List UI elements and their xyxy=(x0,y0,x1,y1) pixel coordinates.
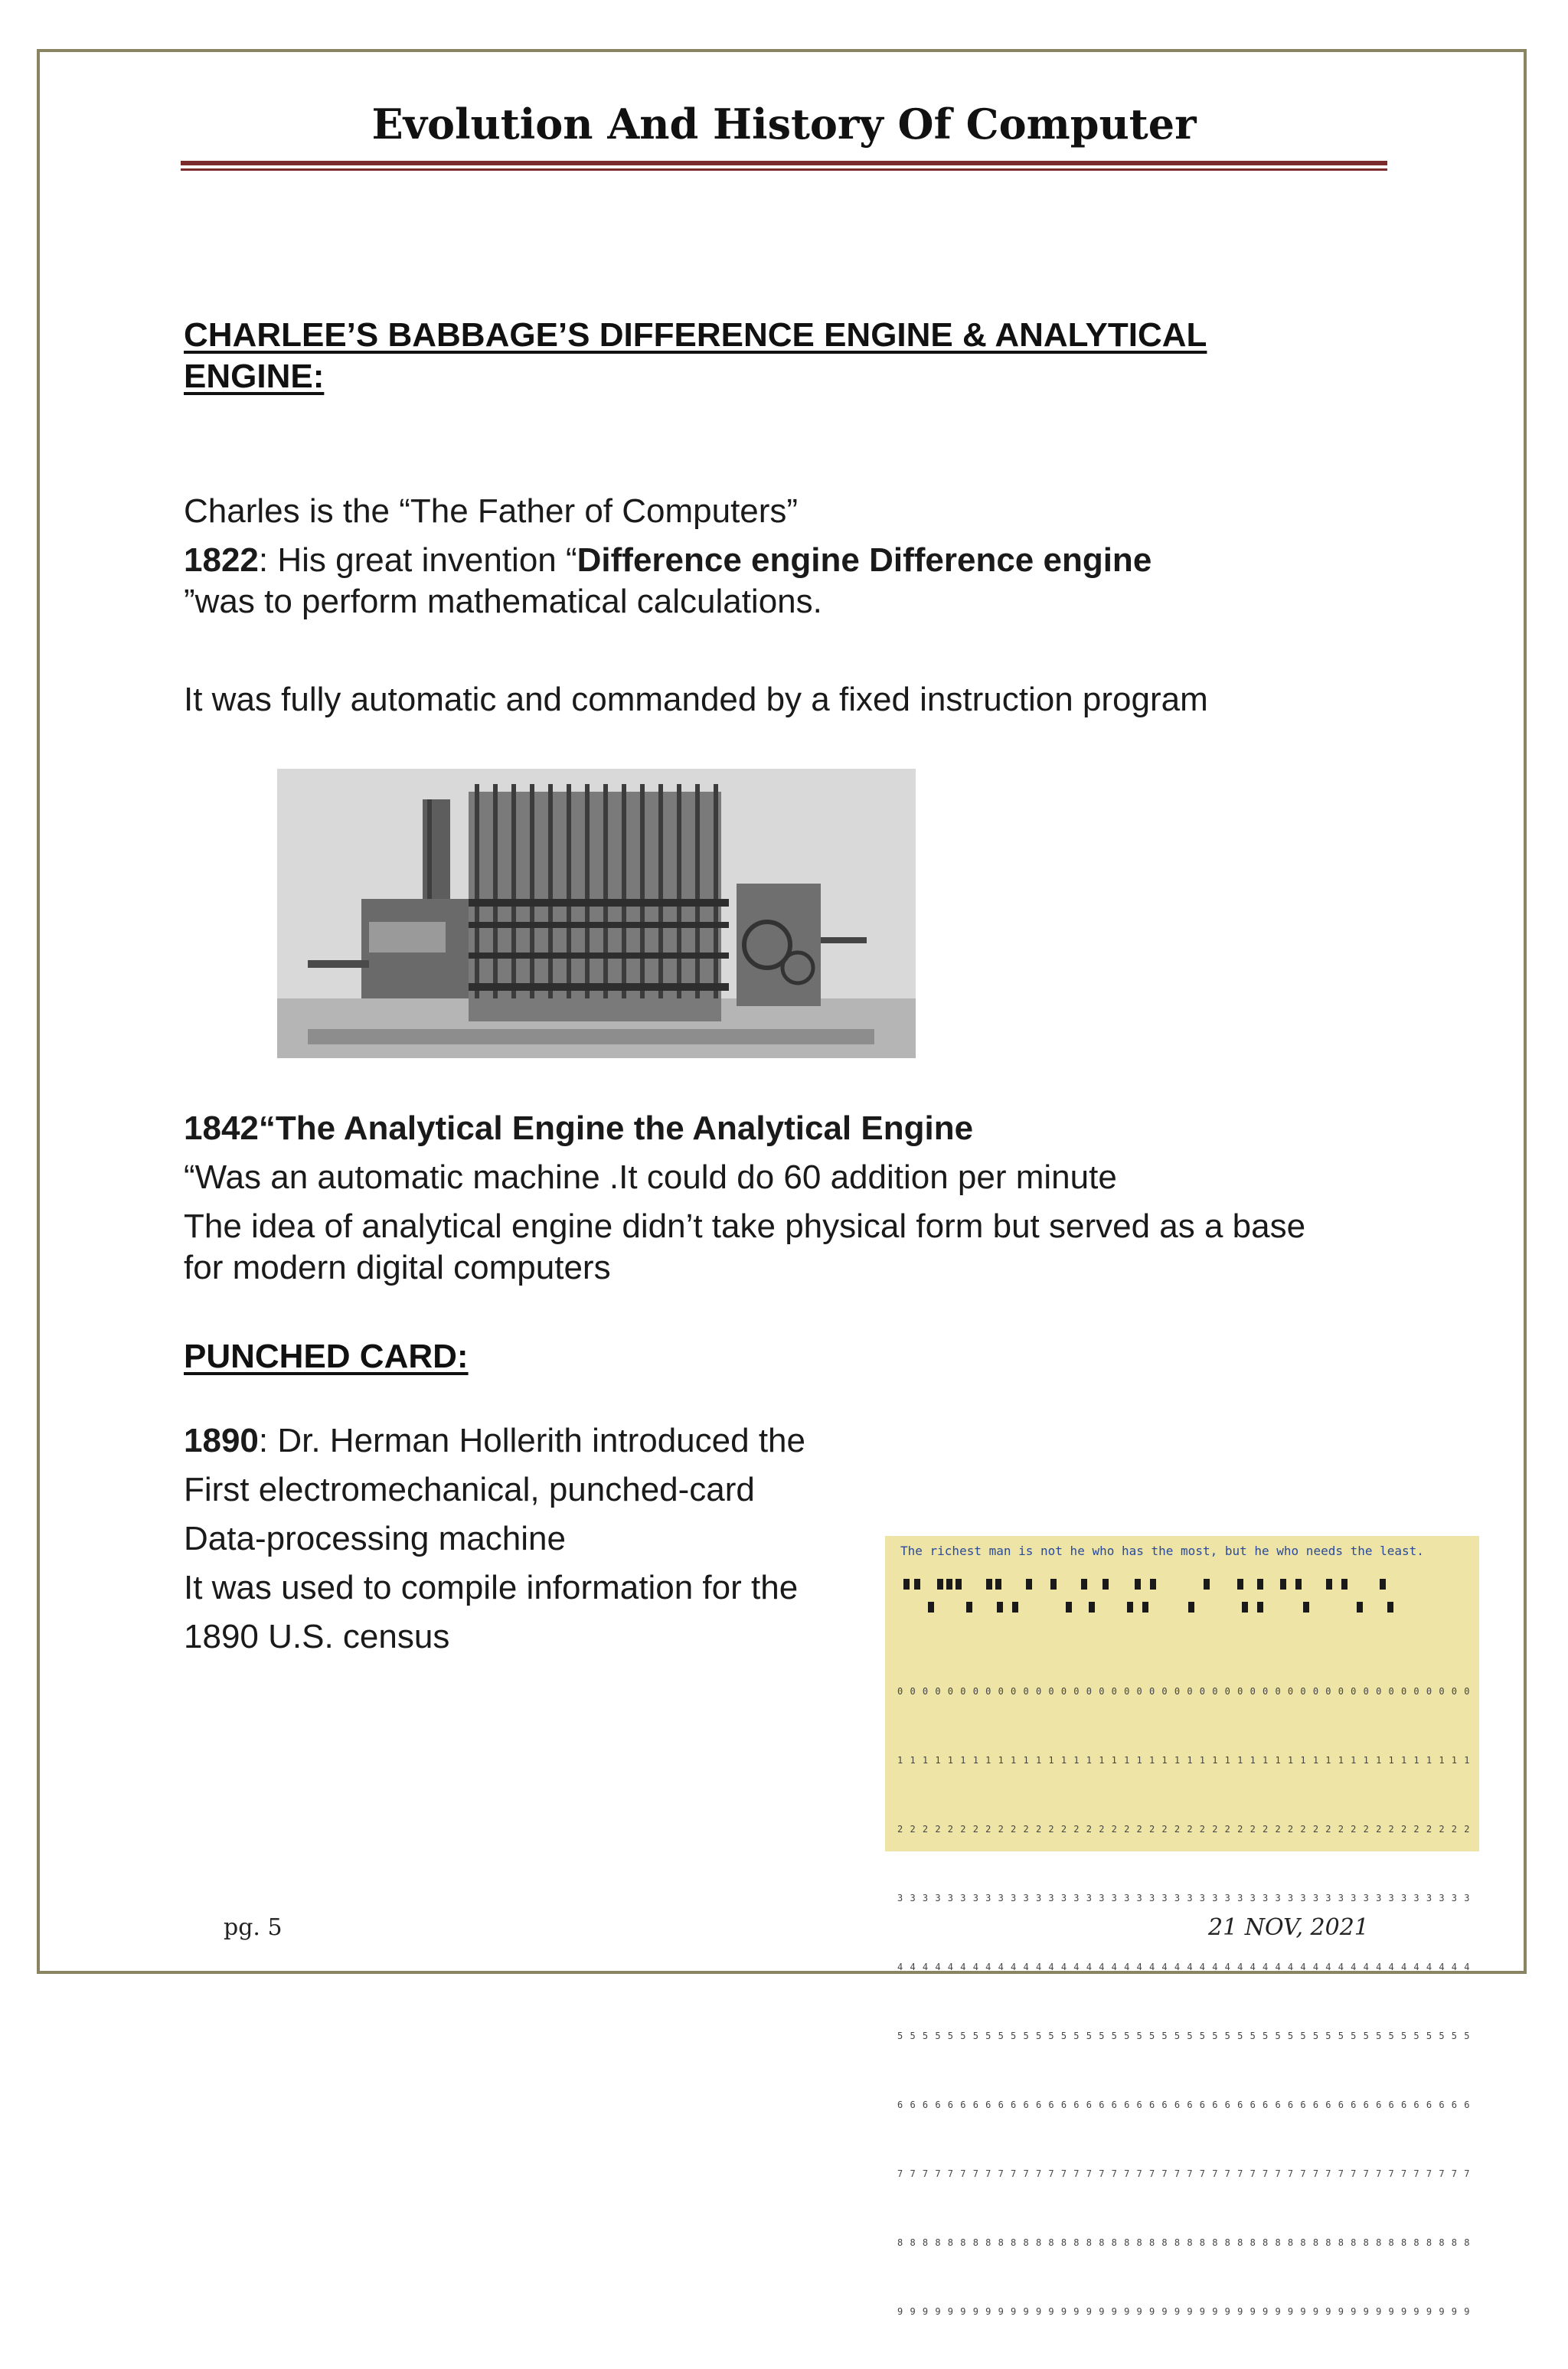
punched-line3: Data-processing machine xyxy=(184,1520,566,1557)
analytical-line2: The idea of analytical engine didn’t take physical form but served as a base xyxy=(184,1207,1306,1245)
babbage-heading-line2: ENGINE: xyxy=(184,358,325,395)
card-row: 4 4 4 4 4 4 4 4 4 4 4 4 4 4 4 4 4 4 4 4 4 4 4 4 4 4 4 4 4 4 4 4 4 4 4 4 4 4 4 4 4 4 4 4 4 4 xyxy=(897,1962,1471,1972)
card-punch-holes xyxy=(897,1573,1479,1619)
card-row: 2 2 2 2 2 2 2 2 2 2 2 2 2 2 2 2 2 2 2 2 2 2 2 2 2 2 2 2 2 2 2 2 2 2 2 2 2 2 2 2 2 2 2 2 2 2 xyxy=(897,1824,1471,1835)
punched-card-heading: PUNCHED CARD: xyxy=(184,1338,469,1375)
footer-date: 21 NOV, 2021 xyxy=(1208,1914,1369,1941)
card-row: 6 6 6 6 6 6 6 6 6 6 6 6 6 6 6 6 6 6 6 6 6 6 6 6 6 6 6 6 6 6 6 6 6 6 6 6 6 6 6 6 6 6 6 6 6 6 xyxy=(897,2099,1471,2110)
invention-prefix: : His great invention “ xyxy=(258,541,577,579)
card-row: 3 3 3 3 3 3 3 3 3 3 3 3 3 3 3 3 3 3 3 3 3 3 3 3 3 3 3 3 3 3 3 3 3 3 3 3 3 3 3 3 3 3 3 3 3 3 xyxy=(897,1893,1471,1903)
header-rule xyxy=(181,161,1387,165)
invention-cont: ”was to perform mathematical calculations. xyxy=(184,583,822,620)
card-row: 8 8 8 8 8 8 8 8 8 8 8 8 8 8 8 8 8 8 8 8 8 8 8 8 8 8 8 8 8 8 8 8 8 8 8 8 8 8 8 8 8 8 8 8 8 8 xyxy=(897,2237,1471,2248)
year-1842: 1842 xyxy=(184,1109,259,1147)
analytical-bold: “The Analytical Engine the Analytical Engine xyxy=(258,1109,974,1147)
card-digit-rows xyxy=(897,1634,1479,2369)
invention-bold: Difference engine Difference engine xyxy=(577,541,1152,579)
card-row: 1 1 1 1 1 1 1 1 1 1 1 1 1 1 1 1 1 1 1 1 1 1 1 1 1 1 1 1 1 1 1 1 1 1 1 1 1 1 1 1 1 1 1 1 1 1 xyxy=(897,1755,1471,1766)
year-1890: 1890 xyxy=(184,1422,259,1459)
punched-line5: 1890 U.S. census xyxy=(184,1618,450,1655)
page-number: pg. 5 xyxy=(224,1914,283,1941)
card-row: 0 0 0 0 0 0 0 0 0 0 0 0 0 0 0 0 0 0 0 0 0 0 0 0 0 0 0 0 0 0 0 0 0 0 0 0 0 0 0 0 0 0 0 0 0 0 xyxy=(897,1686,1471,1697)
babbage-heading-line1: CHARLEE’S BABBAGE’S DIFFERENCE ENGINE & ANALYTICAL xyxy=(184,316,1207,354)
punched-line1 xyxy=(184,1420,805,1462)
page-title: Evolution And History Of Computer xyxy=(371,100,1197,149)
father-line: Charles is the “The Father of Computers” xyxy=(184,492,799,530)
card-row: 7 7 7 7 7 7 7 7 7 7 7 7 7 7 7 7 7 7 7 7 7 7 7 7 7 7 7 7 7 7 7 7 7 7 7 7 7 7 7 7 7 7 7 7 7 7 xyxy=(897,2168,1471,2179)
analytical-line-heading xyxy=(184,1107,973,1150)
punched-line2: First electromechanical, punched-card xyxy=(184,1471,755,1508)
card-quote: The richest man is not he who has the most, but he who needs the least. xyxy=(900,1544,1424,1558)
analytical-line3: for modern digital computers xyxy=(184,1249,611,1286)
header-rule-thin xyxy=(181,168,1387,171)
year-1822: 1822 xyxy=(184,541,259,579)
difference-engine-photo xyxy=(277,769,916,1058)
card-row: 5 5 5 5 5 5 5 5 5 5 5 5 5 5 5 5 5 5 5 5 5 5 5 5 5 5 5 5 5 5 5 5 5 5 5 5 5 5 5 5 5 5 5 5 5 5 xyxy=(897,2031,1471,2041)
card-row: 9 9 9 9 9 9 9 9 9 9 9 9 9 9 9 9 9 9 9 9 9 9 9 9 9 9 9 9 9 9 9 9 9 9 9 9 9 9 9 9 9 9 9 9 9 9 xyxy=(897,2306,1471,2317)
invention-line xyxy=(184,539,1152,582)
punched-line4: It was used to compile information for the xyxy=(184,1569,799,1606)
analytical-line1: “Was an automatic machine .It could do 60 addition per minute xyxy=(184,1158,1117,1196)
automatic-line: It was fully automatic and commanded by a fixed instruction program xyxy=(184,681,1208,718)
punched-line1-rest: : Dr. Herman Hollerith introduced the xyxy=(258,1422,805,1459)
